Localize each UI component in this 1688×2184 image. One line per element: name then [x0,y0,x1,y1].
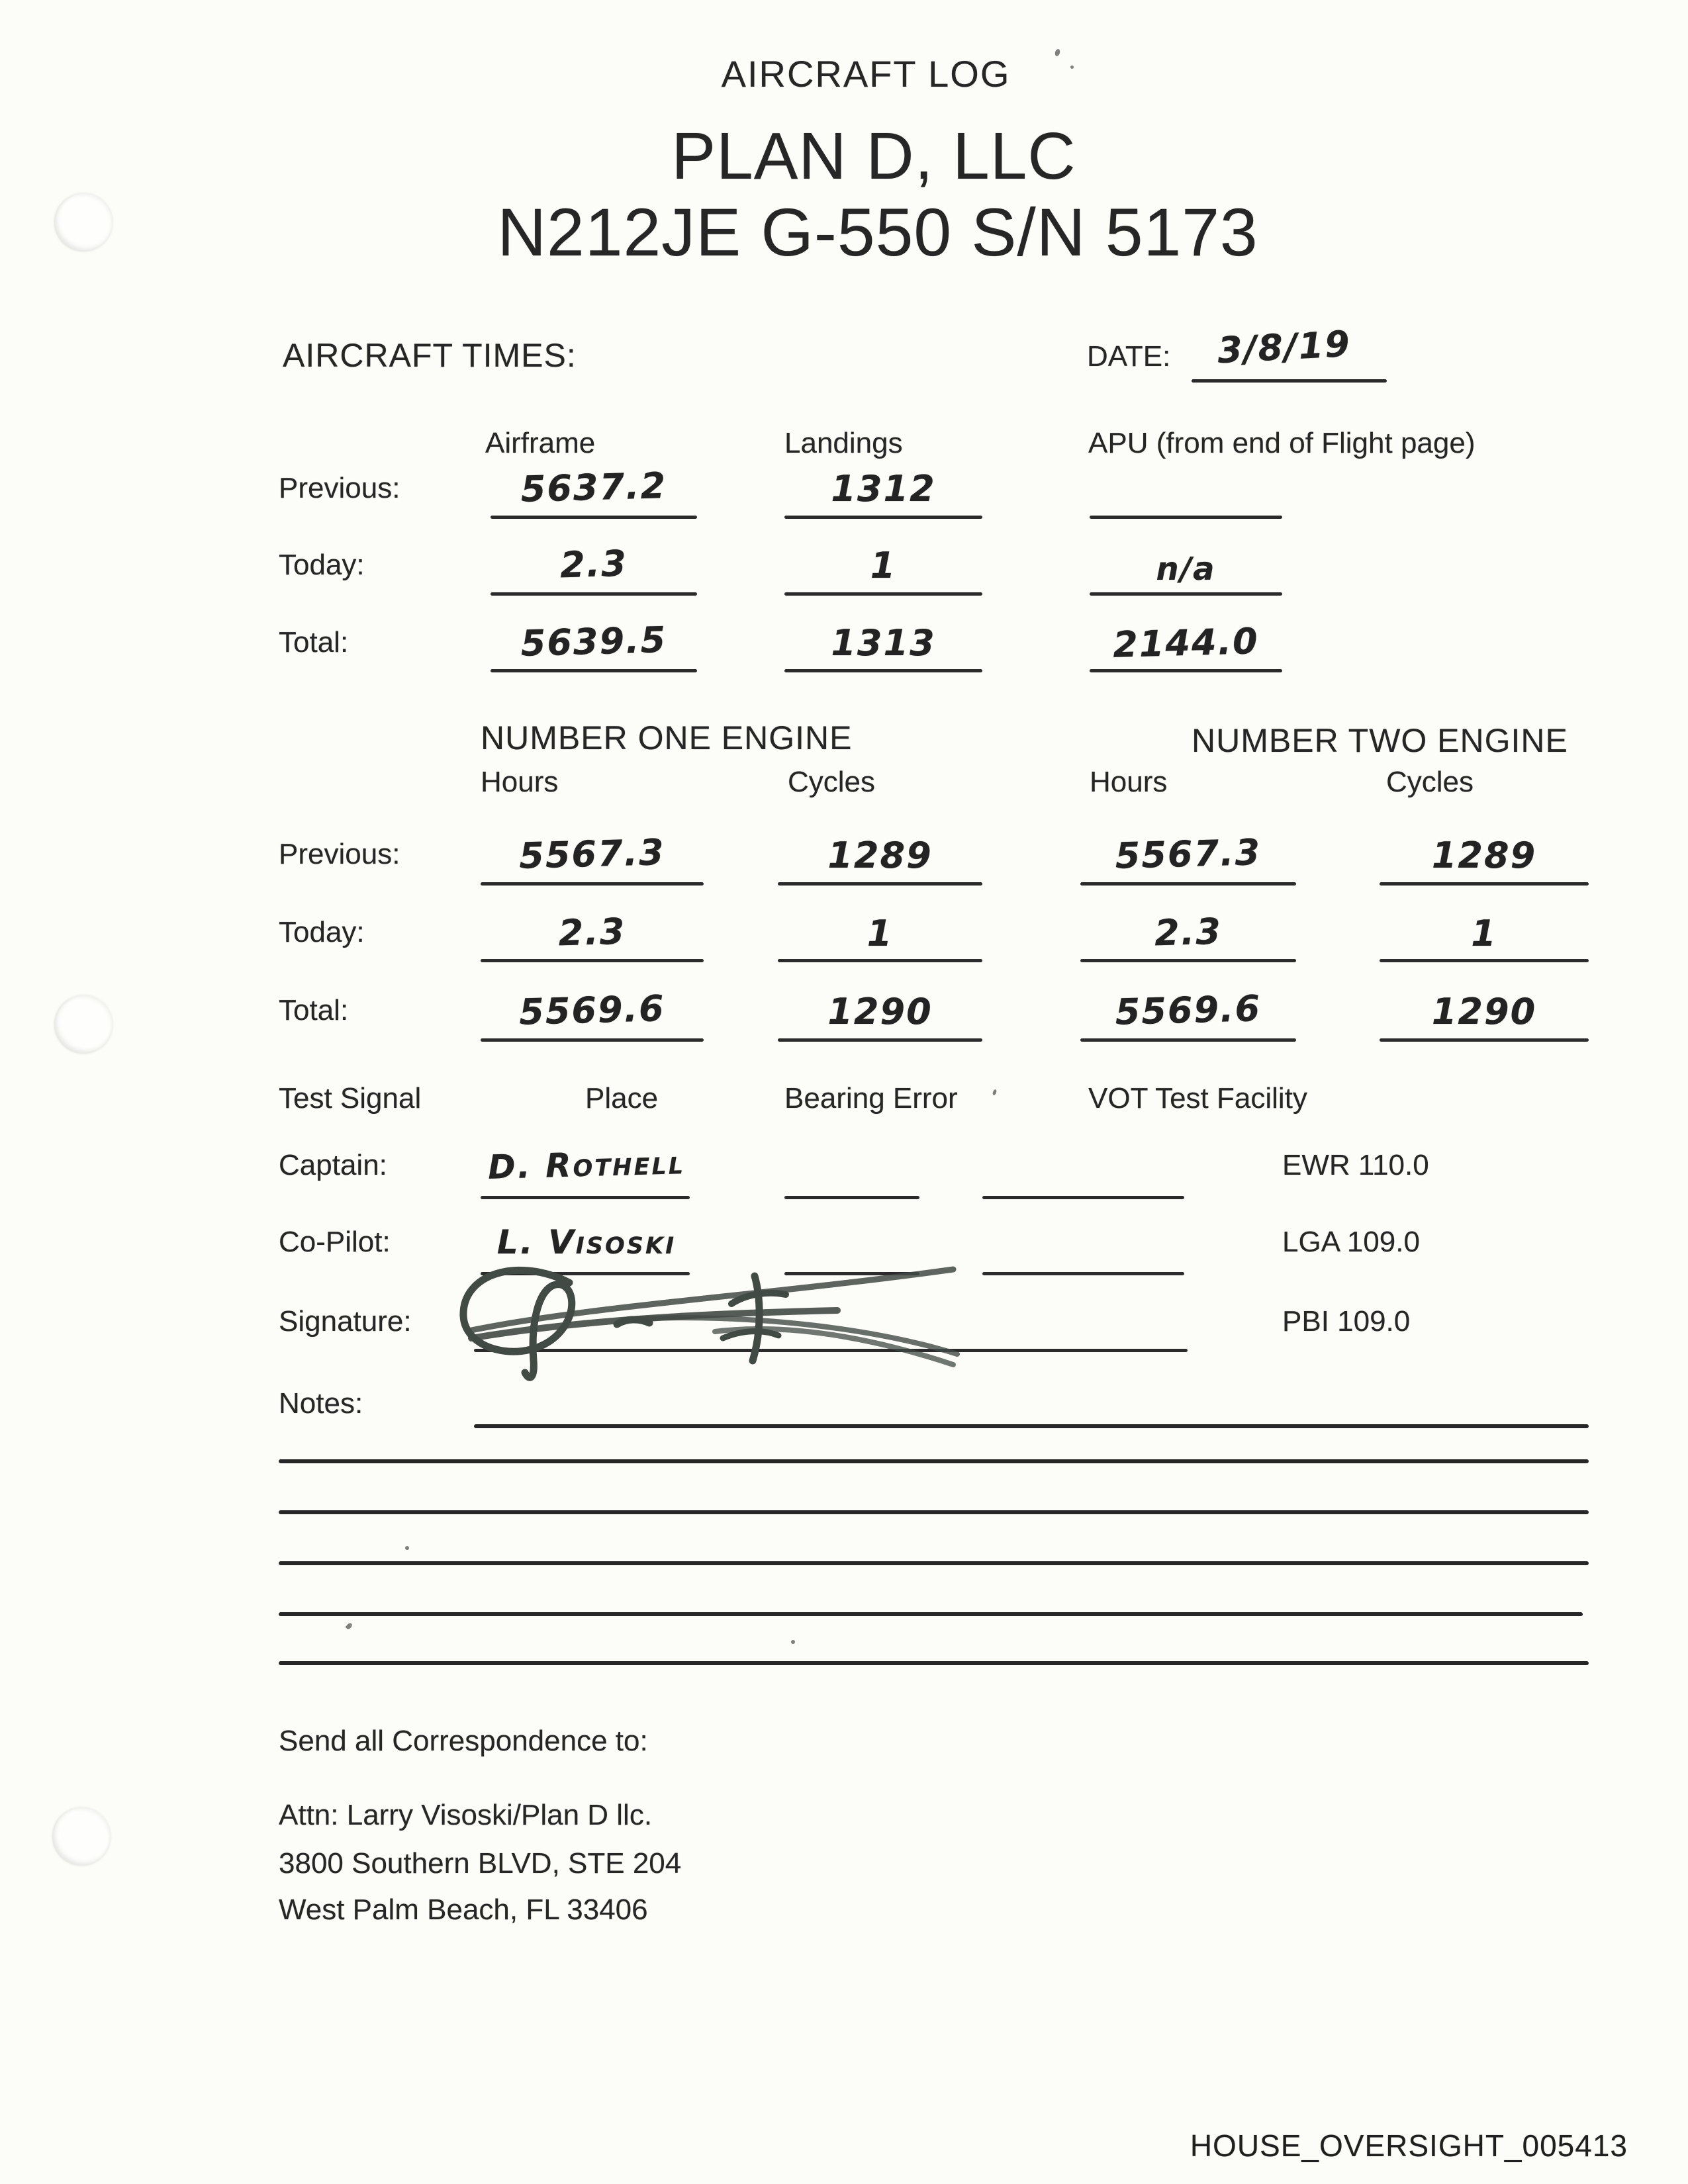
engine2-cycles-previous: 1289 [1431,835,1537,876]
captain-label: Captain: [279,1149,387,1181]
hole-punch-bottom [52,1807,111,1866]
correspondence-city: West Palm Beach, FL 33406 [279,1893,648,1926]
blank-line [1080,959,1296,962]
aircraft-ident: N212JE G-550 S/N 5173 [497,195,1258,270]
blank-line [491,669,697,672]
col-header-apu: APU (from end of Flight page) [1088,427,1476,459]
engine-one-heading: NUMBER ONE ENGINE [481,719,853,756]
blank-line [784,592,982,596]
engine1-cycles-today: 1 [867,913,894,954]
col-header-bearing-error: Bearing Error [784,1082,958,1115]
document-title: AIRCRAFT LOG [721,53,1011,95]
blank-line [481,882,704,886]
date-label: DATE: [1087,340,1171,373]
correspondence-street: 3800 Southern BLVD, STE 204 [279,1847,682,1880]
vot-facility-ewr: EWR 110.0 [1282,1149,1429,1181]
signature-label: Signature: [279,1305,412,1338]
blank-line [778,1038,982,1042]
engine1-hours-total: 5569.6 [518,987,666,1033]
blank-line [982,1196,1184,1199]
date-underline [1192,379,1387,383]
scan-speck [992,1089,998,1095]
engine2-cycles-today: 1 [1471,913,1497,954]
landings-total-value: 1313 [831,622,936,664]
blank-line [1080,1038,1296,1042]
blank-line [778,882,982,886]
company-name: PLAN D, LLC [671,119,1076,193]
engine2-hours-header: Hours [1090,766,1168,798]
col-header-place: Place [585,1082,659,1115]
airframe-total-value: 5639.5 [520,619,667,664]
engine1-cycles-header: Cycles [788,766,876,798]
engine-row-label-previous: Previous: [279,838,400,870]
engine-two-heading: NUMBER TWO ENGINE [1192,722,1568,759]
correspondence-heading: Send all Correspondence to: [279,1725,648,1757]
row-label-total: Total: [279,626,349,659]
engine2-cycles-header: Cycles [1386,766,1474,798]
notes-line [279,1459,1589,1463]
blank-line [1380,1038,1589,1042]
copilot-name-handwritten: L. Visoski [496,1223,677,1261]
engine-row-label-today: Today: [279,916,365,948]
airframe-previous-value: 5637.2 [520,465,667,510]
date-value-handwritten: 3/8/19 [1216,322,1352,372]
engine1-cycles-previous: 1289 [827,835,933,876]
col-header-vot-facility: VOT Test Facility [1088,1082,1307,1115]
engine1-hours-today: 2.3 [557,910,627,954]
blank-line [1090,669,1282,672]
blank-line [1380,959,1589,962]
blank-line [1090,592,1282,596]
engine2-hours-previous: 5567.3 [1114,831,1262,877]
landings-today-value: 1 [870,545,897,586]
notes-label: Notes: [279,1387,363,1420]
captain-name-handwritten: D. Rothell [487,1143,686,1187]
col-header-airframe: Airframe [485,427,596,459]
engine2-hours-today: 2.3 [1154,910,1223,954]
engine1-hours-header: Hours [481,766,559,798]
blank-line [778,959,982,962]
blank-line [784,516,982,519]
scan-speck [1054,48,1060,57]
blank-line [491,592,697,596]
blank-line [784,669,982,672]
blank-line [1080,882,1296,886]
scan-speck [1070,66,1074,69]
blank-line [1380,882,1589,886]
row-label-today: Today: [279,549,365,581]
blank-line [982,1272,1184,1275]
apu-total-value: 2144.0 [1112,620,1260,666]
hole-punch-top [54,193,113,251]
blank-line [481,1038,704,1042]
engine-row-label-total: Total: [279,994,349,1026]
scan-speck [405,1546,409,1550]
landings-previous-value: 1312 [831,468,936,510]
engine2-cycles-total: 1290 [1431,991,1537,1032]
blank-line [481,1196,690,1199]
col-header-test-signal: Test Signal [279,1082,422,1115]
correspondence-attn: Attn: Larry Visoski/Plan D llc. [279,1799,653,1831]
row-label-previous: Previous: [279,472,400,504]
scan-speck [346,1622,353,1630]
notes-line [279,1561,1589,1565]
copilot-label: Co-Pilot: [279,1226,391,1258]
col-header-landings: Landings [784,427,903,459]
signature-scribble [430,1231,960,1383]
aircraft-times-heading: AIRCRAFT TIMES: [283,337,577,374]
engine2-hours-total: 5569.6 [1114,987,1262,1033]
bates-number: HOUSE_OVERSIGHT_005413 [1190,2128,1628,2163]
engine1-cycles-total: 1290 [827,991,933,1032]
notes-line [279,1612,1583,1616]
vot-facility-lga: LGA 109.0 [1282,1226,1420,1258]
scan-speck [791,1640,795,1644]
notes-line [279,1510,1589,1514]
blank-line [481,959,704,962]
blank-line [491,516,697,519]
notes-line [279,1661,1589,1665]
hole-punch-middle [54,995,113,1054]
airframe-today-value: 2.3 [559,542,628,586]
notes-line [474,1424,1589,1428]
blank-line [1090,516,1282,519]
blank-line [784,1196,919,1199]
engine1-hours-previous: 5567.3 [518,831,666,877]
vot-facility-pbi: PBI 109.0 [1282,1305,1411,1338]
apu-today-value: n/a [1156,551,1216,588]
